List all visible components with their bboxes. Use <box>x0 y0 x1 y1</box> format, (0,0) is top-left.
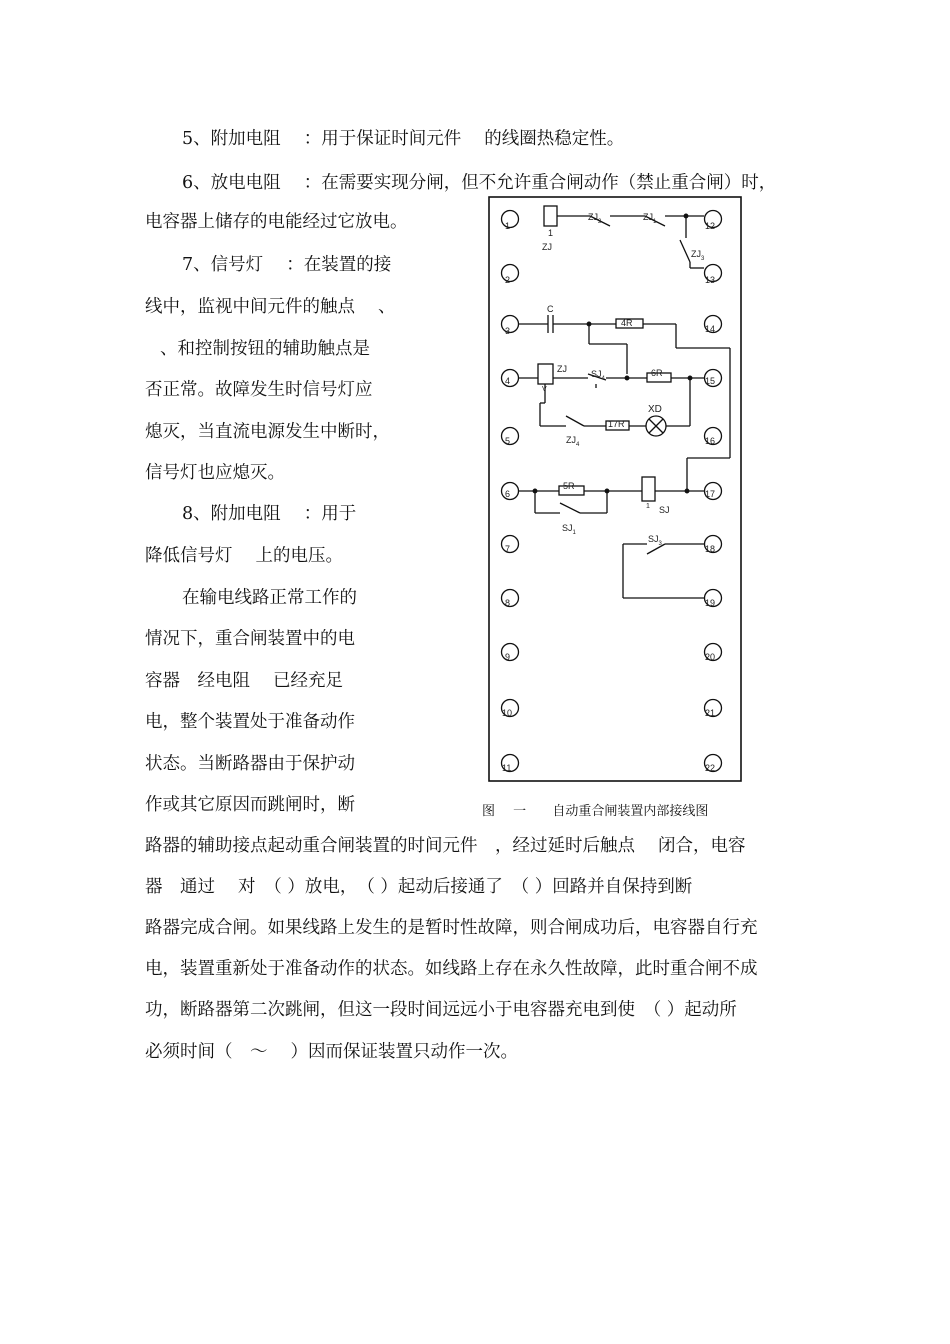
pin-label-9: 9 <box>505 652 511 662</box>
text-line-18: 路器的辅助接点起动重合闸装置的时间元件 ，经过延时后触点 闭合，电容 <box>145 836 746 856</box>
caption-prefix: 图 <box>482 804 496 819</box>
caption-title: 自动重合闸装置内部接线图 <box>552 804 709 819</box>
text-line-22: 功，断路器第二次跳闸，但这一段时间远远小于电容器充电到使 （ ）起动所 <box>145 1000 737 1020</box>
text-line-16: 状态。当断路器由于保护动 <box>145 754 355 774</box>
pin-label-18: 18 <box>705 544 716 554</box>
pin-label-16: 16 <box>705 436 716 446</box>
text-line-12: 在输电线路正常工作的 <box>182 588 357 608</box>
sj3-label: $SJ_3$ <box>648 534 662 547</box>
text-line-5: 线中，监视中间元件的触点 、 <box>145 297 396 317</box>
pin-label-5: 5 <box>505 436 511 446</box>
text-line-4: 7、信号灯 ：在装置的接 <box>182 255 392 275</box>
zj-coil-label: ZJ <box>542 242 552 252</box>
text-line-14: 容器 经电阻 已经充足 <box>145 671 344 691</box>
text-line-10: 8、附加电阻 ：用于 <box>182 504 357 524</box>
pin-label-8: 8 <box>505 598 511 608</box>
pin-label-14: 14 <box>705 324 716 334</box>
row-capacitor-circuit <box>519 315 730 489</box>
row-zj-coil-circuit <box>544 206 704 268</box>
pin-label-20: 20 <box>705 652 716 662</box>
zj3-contact <box>680 240 690 262</box>
pin-label-15: 15 <box>705 376 716 386</box>
resistor-5r-label: 5R <box>563 481 575 491</box>
text-line-20: 路器完成合闸。如果线路上发生的是暂时性故障，则合闸成功后，电容器自行充 <box>145 918 758 938</box>
text-line-6: 、和控制按钮的辅助触点是 <box>160 339 370 359</box>
sj4-label: $SJ_4$ <box>591 369 605 382</box>
zj-coil-number: 1 <box>548 228 554 238</box>
zj2-label: $ZJ_2$ <box>588 212 602 225</box>
pin-label-2: 2 <box>505 275 511 285</box>
text-line-21: 电，装置重新处于准备动作的状态。如线路上存在永久性故障，此时重合闸不成 <box>145 959 758 979</box>
row-timer-circuit <box>519 477 704 513</box>
pin-label-11: 11 <box>502 763 512 773</box>
zj-coil-symbol <box>544 206 557 226</box>
text-line-11: 降低信号灯 上的电压。 <box>145 546 344 566</box>
zj-voltage-box-label: V <box>542 386 547 393</box>
pin-label-13: 13 <box>705 275 716 285</box>
pin-label-4: 4 <box>505 376 511 386</box>
text-line-3: 电容器上储存的电能经过它放电。 <box>145 212 408 232</box>
sj3-contact <box>647 544 665 554</box>
text-line-15: 电，整个装置处于准备动作 <box>145 712 355 732</box>
zj4-contact <box>566 416 584 426</box>
pin-label-22: 22 <box>705 763 716 773</box>
text-line-13: 情况下，重合闸装置中的电 <box>145 629 355 649</box>
figure-caption <box>482 800 708 819</box>
pin-label-7: 7 <box>505 544 511 554</box>
zj1-label: $ZJ_1$ <box>643 212 657 225</box>
capacitor-label: C <box>547 304 554 314</box>
panel-border <box>489 197 741 781</box>
pin-label-6: 6 <box>505 489 511 499</box>
pin-label-1: 1 <box>505 221 511 231</box>
text-line-2: 6、放电电阻 ：在需要实现分闸，但不允许重合闸动作（禁止重合闸）时， <box>182 173 777 193</box>
caption-dash: 一 <box>513 804 527 819</box>
sj-coil-label: SJ <box>659 505 670 515</box>
text-line-17: 作或其它原因而跳闸时，断 <box>145 795 355 815</box>
pin-label-3: 3 <box>505 326 511 336</box>
sj-coil <box>642 477 655 501</box>
pin-label-21: 21 <box>705 708 716 718</box>
zj4-label: $ZJ_4$ <box>566 435 580 448</box>
pin-label-12: 12 <box>705 221 716 231</box>
text-line-7: 否正常。故障发生时信号灯应 <box>145 380 373 400</box>
sj1-label: $SJ_1$ <box>562 523 576 536</box>
zj-voltage-coil <box>538 364 553 384</box>
text-line-8: 熄灭，当直流电源发生中断时， <box>145 422 390 442</box>
text-line-19: 器 通过 对 （ ）放电， （ ）起动后接通了 （ ）回路并自保持到断 <box>145 877 693 897</box>
resistor-4r-label: 4R <box>621 318 633 328</box>
zj3-label: $ZJ_3$ <box>691 249 705 262</box>
sj-coil-number: 1 <box>646 503 650 510</box>
sj1-contact <box>560 503 580 513</box>
resistor-17r-label: 17R <box>608 419 625 429</box>
text-line-1: 5、附加电阻 ：用于保证时间元件 的线圈热稳定性。 <box>182 129 625 149</box>
text-line-9: 信号灯也应熄灭。 <box>145 463 285 483</box>
pin-label-10: 10 <box>502 708 513 718</box>
text-line-23: 必须时间（ ～ ）因而保证装置只动作一次。 <box>145 1042 519 1062</box>
signal-lamp-label: XD <box>648 404 662 415</box>
pin-label-19: 19 <box>705 598 716 608</box>
pin-label-17: 17 <box>705 489 716 499</box>
resistor-6r-label: 6R <box>651 368 663 378</box>
zj-voltage-label: ZJ <box>557 364 567 374</box>
row-sj3-circuit <box>623 544 704 598</box>
